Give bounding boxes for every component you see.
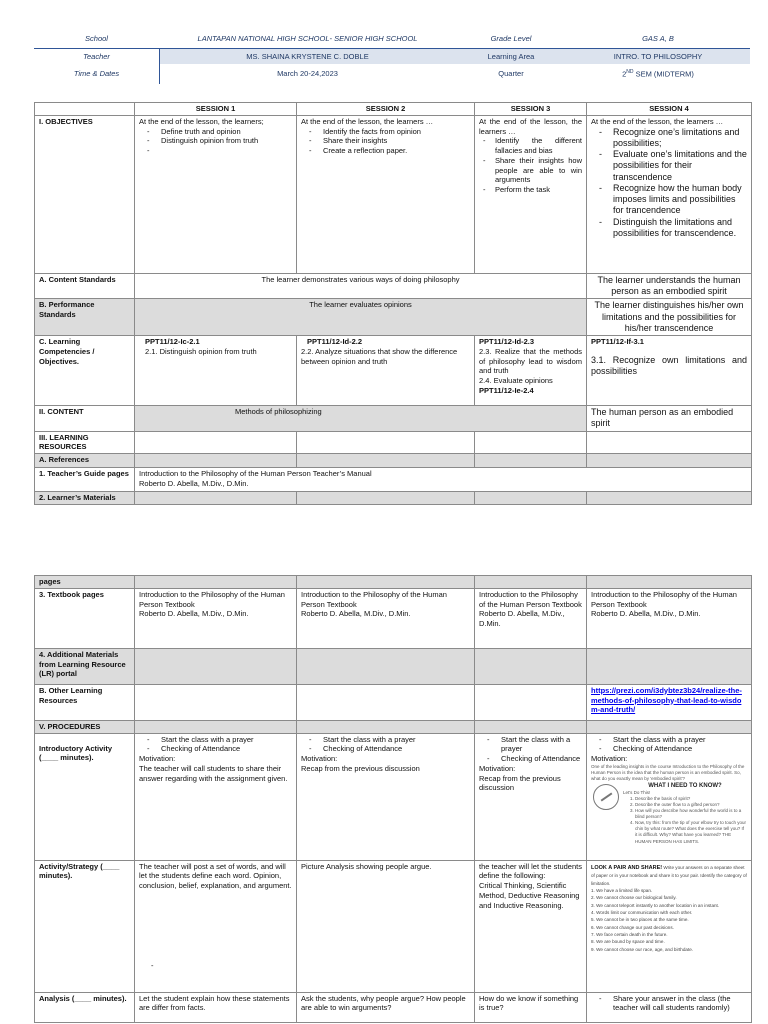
worksheet-image-2: LOOK A PAIR AND SHARE! Write your answers on a separate sheet of paper or in your notebook and share it to your pair. Identify the category of limitation. 1. We have a limited life span. 2. We cannot choose our biological family. 3. We cannot teleport instantly to another location in an instant. 4. Words limit our communication with each other. 5. We cannot be in two places at the same time. 6. We cannot change our past decisions. 7. We face certain death in the future. 8. We are bound by space and time. 9. We cannot choose our race, age, and birthdate. bbox=[591, 864, 747, 952]
session-3-header: SESSION 3 bbox=[475, 103, 587, 116]
area-value: INTRO. TO PHILOSOPHY bbox=[613, 51, 703, 61]
header-row-dates bbox=[34, 64, 750, 84]
other-resources-row bbox=[35, 684, 752, 720]
learners-materials-row bbox=[35, 492, 752, 505]
analysis-session-3: How do we know if something is true? bbox=[475, 992, 587, 1022]
textbook-label: 3. Textbook pages bbox=[35, 588, 135, 648]
worksheet-image-1: One of the leading insights in the course Introduction to the Philosophy of the Human Person is the idea that the human person is an embodied spirit. So, what do you exactly mean by 'embodied spirit'? WHAT I NEED TO KNOW? Let's Do This! 1. Describe the basis of spirit? 2. Describe the outer flow to a gifted person? 3. How will you describe how wonderful the world is to a blind person? 4. Now, try this: from the tip of your elbow try to touch your chin by what route? What does the exercise tell you? If it is difficult. Why? What have you learned? THE HUMAN PERSON HAS LIMITS. bbox=[591, 764, 747, 845]
learning-resources-label: III. LEARNING RESOURCES bbox=[35, 431, 135, 454]
additional-materials-row bbox=[35, 648, 752, 684]
competencies-session-3: PPT11/12-Id-2.3 2.3. Realize that the methods of philosophy lead to wisdom and truth 2.4. Evaluate opinions PPT11/12-Ie-2.4 bbox=[475, 336, 587, 406]
area-label: Learning Area bbox=[487, 51, 535, 61]
activity-session-2: Picture Analysis showing people argue. bbox=[297, 860, 475, 992]
other-resources-label: B. Other Learning Resources bbox=[35, 684, 135, 720]
learners-materials-cont-row bbox=[35, 576, 752, 589]
content-s1-3: Methods of philosophizing bbox=[135, 406, 587, 432]
activity-session-4 bbox=[587, 860, 752, 992]
introductory-activity-row bbox=[35, 733, 752, 860]
introductory-activity-label: Introductory Activity (____ minutes). bbox=[35, 733, 135, 860]
objectives-row bbox=[35, 115, 752, 273]
header-row-school bbox=[34, 30, 750, 48]
learners-materials-label: 2. Learner’s Materials bbox=[35, 492, 135, 505]
performance-standards-label: B. Performance Standards bbox=[35, 299, 135, 336]
lesson-plan-table-page1 bbox=[34, 102, 752, 505]
content-row bbox=[35, 406, 752, 432]
content-s4: The human person as an embodied spirit bbox=[587, 406, 752, 432]
school-name: LANTAPAN NATIONAL HIGH SCHOOL- SENIOR HIGH SCHOOL bbox=[197, 34, 418, 44]
performance-standards-s1-3: The learner evaluates opinions bbox=[135, 299, 587, 336]
competencies-session-2: PPT11/12-Id-2.2 2.2. Analyze situations that show the difference between opinion and truth bbox=[297, 336, 475, 406]
content-standards-row bbox=[35, 273, 752, 299]
content-label: II. CONTENT bbox=[35, 406, 135, 432]
teachers-guide-label: 1. Teacher’s Guide pages bbox=[35, 468, 135, 492]
references-row bbox=[35, 454, 752, 468]
objectives-session-3: At the end of the lesson, the learners … - Identify the different fallacies and bias - Share their insights how people are able to win arguments - Perform the task bbox=[475, 115, 587, 273]
objectives-label: I. OBJECTIVES bbox=[35, 115, 135, 273]
textbook-session-3: Introduction to the Philosophy of the Human Person Textbook Roberto D. Abella, M.Div., D.Min. bbox=[475, 588, 587, 648]
competencies-session-1: PPT11/12-Ic-2.1 2.1. Distinguish opinion from truth bbox=[135, 336, 297, 406]
school-label: School bbox=[85, 34, 108, 44]
grade-label: Grade Level bbox=[490, 34, 532, 44]
session-4-header: SESSION 4 bbox=[587, 103, 752, 116]
sessions-header-row bbox=[35, 103, 752, 116]
objectives-session-4: At the end of the lesson, the learners … - Recognize one’s limitations and possibilities; - Evaluate one’s limitations and the possibilities for their transcendence - Recognize how the human body imposes limits and possibilities for trancendence - Distinguish the limitations and possibilities for transcendence. bbox=[587, 115, 752, 273]
session-1-header: SESSION 1 bbox=[135, 103, 297, 116]
textbook-session-4: Introduction to the Philosophy of the Human Person Textbook Roberto D. Abella, M.Div., D.Min. bbox=[587, 588, 752, 648]
procedures-row bbox=[35, 720, 752, 733]
prezi-link[interactable]: https://prezi.com/i3dybtez3b24/realize-the-methods-of-philosophy-that-lead-to-wisdom-and-truth/ bbox=[591, 685, 742, 715]
analysis-label: Analysis (____ minutes). bbox=[35, 992, 135, 1022]
activity-session-1: The teacher will post a set of words, and will let the students define each word. Opinion, conclusion, belief, explanation, and argument. - bbox=[135, 860, 297, 992]
teacher-label: Teacher bbox=[34, 49, 159, 64]
analysis-row bbox=[35, 992, 752, 1022]
competencies-row bbox=[35, 336, 752, 406]
other-resources-link-cell bbox=[587, 684, 752, 720]
lesson-plan-header bbox=[34, 30, 750, 84]
textbook-row bbox=[35, 588, 752, 648]
grade-value: GAS A, B bbox=[642, 34, 674, 44]
analysis-session-2: Ask the students, why people argue? How people are able to win arguments? bbox=[297, 992, 475, 1022]
content-standards-s4: The learner understands the human person as an embodied spirit bbox=[587, 273, 752, 299]
competencies-session-4: PPT11/12-If-3.1 3.1. Recognize own limitations and possibilities bbox=[587, 336, 752, 406]
activity-row bbox=[35, 860, 752, 992]
header-divider bbox=[159, 48, 160, 84]
intro-session-2: - Start the class with a prayer - Checking of Attendance Motivation: Recap from the previous discussion bbox=[297, 733, 475, 860]
objectives-session-2: At the end of the lesson, the learners … - Identify the facts from opinion - Share their insights - Create a reflection paper. bbox=[297, 115, 475, 273]
textbook-session-1: Introduction to the Philosophy of the Human Person Textbook Roberto D. Abella, M.Div., D.Min. bbox=[135, 588, 297, 648]
objectives-session-1: At the end of the lesson, the learners; - Define truth and opinion - Distinguish opinion from truth bbox=[135, 115, 297, 273]
intro-session-4: - Start the class with a prayer - Checking of Attendance Motivation: One of the leading insights in the course Introduction to the Philosophy of the Human Person is the idea that the human person is an embodied spirit. So, what do you exactly mean by 'embodied spirit'? WHAT I NEED TO KNOW? Let's Do This! 1. Describe the basis of spirit? 2. Describe the outer flow to a gifted person? 3. How will you describe how wonderful the world is to a blind person? 4. Now, try this: from the tip of your elbow try to touch your chin by what route? What does the exercise tell you? If it is difficult. Why? What have you learned? THE HUMAN PERSON HAS LIMITS. bbox=[587, 733, 752, 860]
quarter-value: 2ND SEM (MIDTERM) bbox=[622, 68, 694, 79]
intro-session-3: - Start the class with a prayer - Checking of Attendance Motivation: Recap from the previous discussion bbox=[475, 733, 587, 860]
writing-hand-icon bbox=[593, 784, 619, 810]
competencies-label: C. Learning Competencies / Objectives. bbox=[35, 336, 135, 406]
references-label: A. References bbox=[35, 454, 135, 468]
teachers-guide-row bbox=[35, 468, 752, 492]
learners-materials-label-cont: pages bbox=[35, 576, 135, 589]
analysis-session-1: Let the student explain how these statements are differ from facts. bbox=[135, 992, 297, 1022]
header-row-teacher bbox=[34, 48, 750, 64]
performance-standards-row bbox=[35, 299, 752, 336]
teachers-guide-text: Introduction to the Philosophy of the Human Person Teacher’s Manual Roberto D. Abella, M.Div., D.Min. bbox=[135, 468, 752, 492]
performance-standards-s4: The learner distinguishes his/her own limitations and the possibilities for his/her transcendence bbox=[587, 299, 752, 336]
content-standards-s1-3: The learner demonstrates various ways of doing philosophy bbox=[135, 273, 587, 299]
time-label: Time & Dates bbox=[73, 69, 120, 79]
activity-label: Activity/Strategy (____ minutes). bbox=[35, 860, 135, 992]
analysis-session-4: - Share your answer in the class (the teacher will call students randomly) bbox=[587, 992, 752, 1022]
activity-session-3: the teacher will let the students define the following: Critical Thinking, Scientific Method, Deductive Reasoning and Inductive Reasoning. bbox=[475, 860, 587, 992]
session-2-header: SESSION 2 bbox=[297, 103, 475, 116]
textbook-session-2: Introduction to the Philosophy of the Human Person Textbook Roberto D. Abella, M.Div., D.Min. bbox=[297, 588, 475, 648]
procedures-label: V. PROCEDURES bbox=[35, 720, 135, 733]
content-standards-label: A. Content Standards bbox=[35, 273, 135, 299]
dates-value: March 20-24,2023 bbox=[277, 69, 338, 79]
learning-resources-row bbox=[35, 431, 752, 454]
lesson-plan-table-page2 bbox=[34, 575, 752, 1023]
quarter-label: Quarter bbox=[498, 69, 524, 79]
additional-materials-label: 4. Additional Materials from Learning Resource (LR) portal bbox=[35, 648, 135, 684]
teacher-name: MS. SHAINA KRYSTENE C. DOBLE bbox=[246, 51, 369, 61]
intro-session-1: - Start the class with a prayer - Checking of Attendance Motivation: The teacher will call students to share their answer regarding with the assignment given. bbox=[135, 733, 297, 860]
